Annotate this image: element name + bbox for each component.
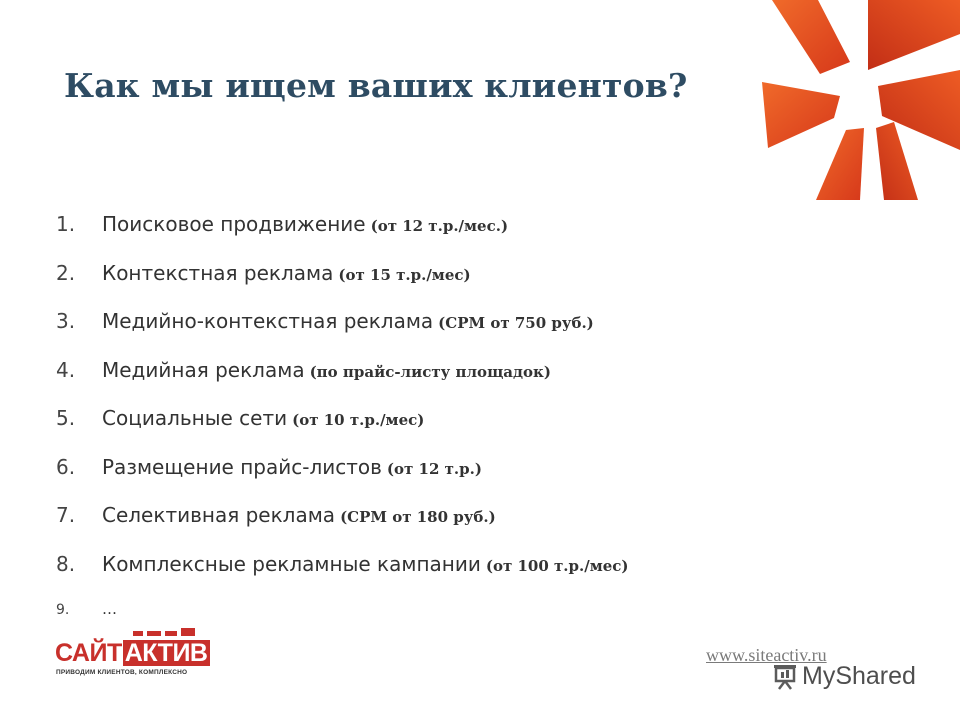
list-item-price: (от 15 т.р./мес)	[338, 265, 471, 284]
brand-logo[interactable]	[55, 628, 208, 678]
brand-name-part2: АКТИВ	[123, 640, 211, 666]
list-item-label: Селективная реклама	[102, 503, 336, 527]
list-item-label: Контекстная реклама	[102, 260, 334, 285]
list-item-label: …	[102, 600, 117, 618]
list-item-label: Размещение прайс-листов	[102, 454, 382, 479]
list-item-label: Поисковое продвижение	[102, 212, 366, 236]
list-item-label: Медийно-контекстная реклама	[102, 309, 434, 333]
brand-tagline: ПРИВОДИМ КЛИЕНТОВ, КОМПЛЕКСНО	[56, 669, 188, 676]
list-item-price: (по прайс-листу площадок)	[309, 362, 551, 381]
list-item	[56, 261, 856, 310]
list-item-number: 4.	[56, 357, 76, 382]
list-item	[56, 455, 856, 504]
brand-bars-icon	[133, 628, 203, 636]
list-item-price: (от 12 т.р.)	[386, 459, 482, 478]
list-item-price: (от 100 т.р./мес)	[485, 556, 629, 575]
list-item-price: (CPM от 750 руб.)	[438, 314, 594, 332]
brand-name	[55, 640, 210, 666]
list-item-number: 8.	[56, 551, 76, 576]
list-item	[56, 212, 856, 261]
list-item	[56, 309, 856, 358]
corner-logo-icon	[760, 0, 960, 200]
watermark	[772, 660, 916, 692]
list-item-label: Социальные сети	[102, 406, 288, 430]
list-item-label: Комплексные рекламные кампании	[102, 551, 481, 576]
slide-title: Как мы ищем ваших клиентов?	[64, 66, 688, 105]
list-item-price: (от 10 т.р./мес)	[292, 411, 425, 429]
list-item	[56, 552, 856, 601]
presentation-board-icon	[772, 662, 798, 690]
list-item	[56, 503, 856, 552]
brand-name-part1: САЙТ	[55, 639, 122, 667]
list-item-number: 6.	[56, 454, 76, 479]
list-item-price: (CPM от 180 руб.)	[340, 508, 496, 526]
list-item-number: 1.	[56, 212, 76, 236]
list-item-label: Медийная реклама	[102, 357, 305, 382]
list-item-price: (от 12 т.р./мес.)	[370, 217, 509, 235]
list-item-number: 3.	[56, 309, 76, 333]
list-item-number: 9.	[56, 602, 70, 618]
list-item-number: 2.	[56, 260, 76, 285]
list-item-number: 5.	[56, 406, 76, 430]
list-item	[56, 406, 856, 455]
services-list	[56, 212, 856, 649]
watermark-text: MyShared	[802, 661, 916, 690]
site-url-link[interactable]: www.siteactiv.ru	[706, 645, 827, 665]
list-item-number: 7.	[56, 503, 76, 527]
list-item	[56, 358, 856, 407]
